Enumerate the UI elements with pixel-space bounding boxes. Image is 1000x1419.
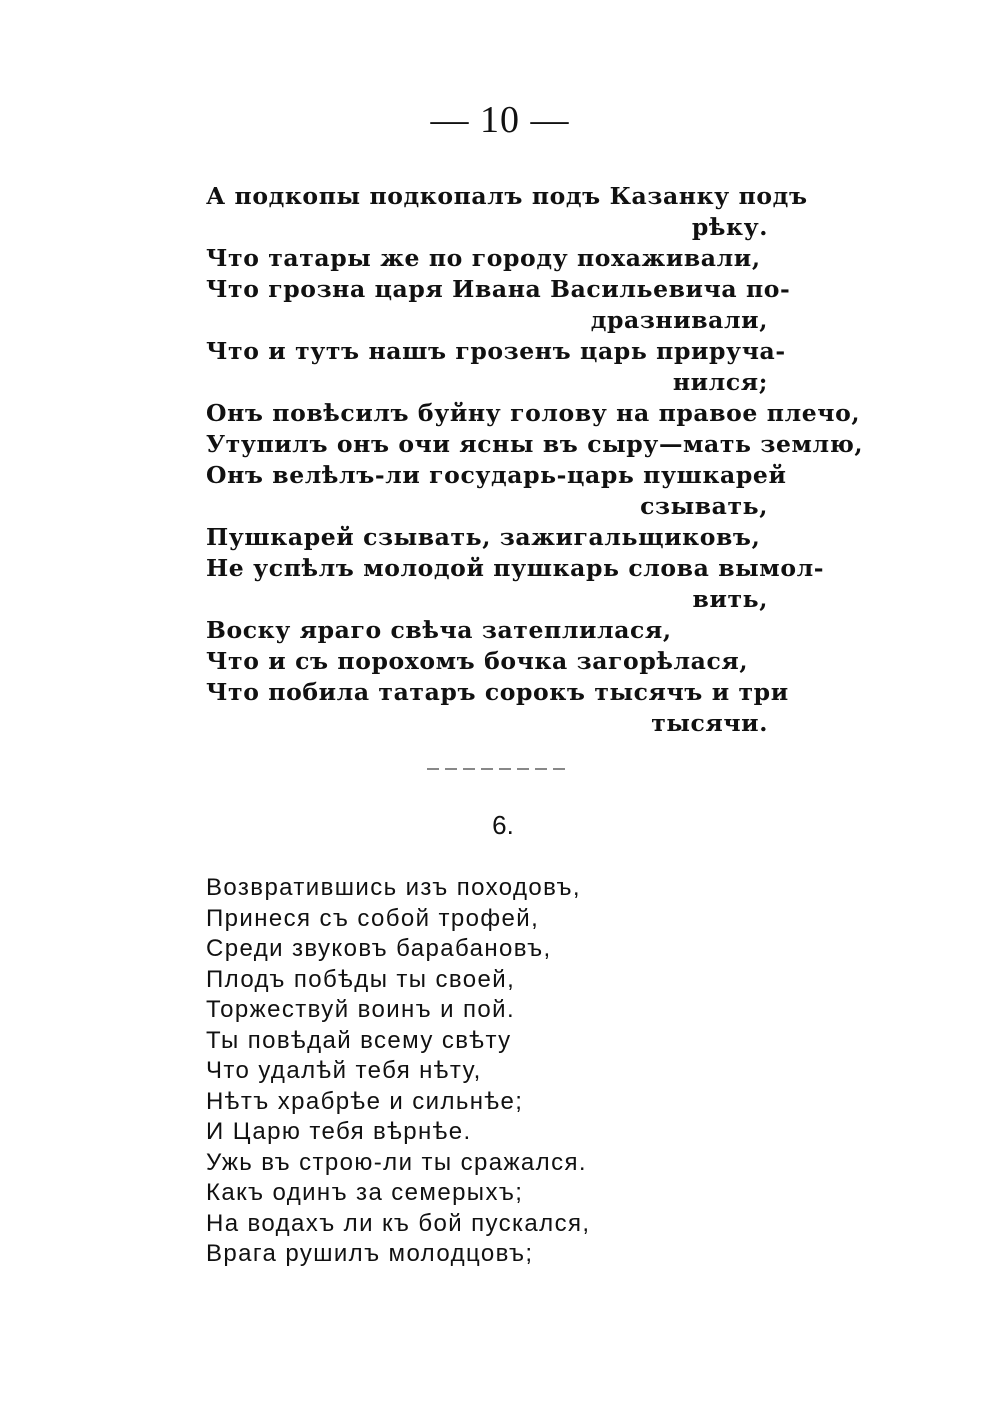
poem-line-continuation: рѣку. [691, 213, 768, 241]
poem-line-continuation: дразнивали, [590, 306, 768, 334]
poem-line [206, 553, 825, 615]
poem-line [206, 398, 861, 429]
poem-line-text: Что и съ порохомъ бочка загорѣлася, [206, 647, 749, 675]
page-number: — 10 — [430, 99, 570, 141]
poem-line: И Царю тебя вѣрнѣе. [206, 1118, 472, 1145]
poem-line [206, 429, 864, 460]
poem-line [206, 460, 806, 522]
poem-line: Принеся съ собой трофей, [206, 904, 540, 932]
poem-line [206, 646, 806, 677]
poem-line: Ужь въ строю-ли ты сражался. [206, 1148, 587, 1176]
poem-line-text: Воску яраго свѣча затеплилася, [206, 616, 672, 644]
poem-line: Ты повѣдай всему свѣту [206, 1026, 512, 1054]
poem-line-text: А подкопы подкопалъ подъ Казанку подъ [206, 182, 808, 210]
poem-line-text: Что и тутъ нашъ грозенъ царь прируча- [206, 337, 786, 365]
poem-line [206, 615, 806, 646]
poem-line-text: Онъ велѣлъ-ли государь-царь пушкарей [206, 461, 787, 489]
poem-line [206, 274, 806, 336]
section-number: 6. [492, 810, 514, 840]
poem-line: Что удалѣй тебя нѣту, [206, 1057, 482, 1084]
poem-line: На водахъ ли къ бой пускался, [206, 1209, 591, 1237]
poem-line [206, 677, 806, 739]
poem-line: Возвратившись изъ походовъ, [206, 874, 581, 901]
poem-line: Плодъ побѣды ты своей, [206, 965, 516, 993]
poem-stanza-2 [206, 873, 806, 1270]
poem-line-continuation: нился; [672, 368, 768, 396]
poem-line [206, 243, 806, 274]
poem-line-text: Пушкарей сзывать, зажигальщиковъ, [206, 523, 761, 551]
poem-stanza-1 [206, 181, 864, 739]
poem-line: Нѣтъ храбрѣе и сильнѣе; [206, 1087, 524, 1115]
poem-line-continuation: сзывать, [640, 492, 768, 520]
poem-line-text: Утупилъ онъ очи ясны въ сыру—мать землю, [206, 430, 864, 458]
poem-line-text: Что татары же по городу похаживали, [206, 244, 761, 272]
poem-line [206, 181, 806, 243]
poem-line [206, 336, 806, 398]
section-separator [427, 768, 567, 770]
poem-line [206, 522, 806, 553]
poem-line-continuation: тысячи. [651, 709, 768, 737]
poem-line: Какъ одинъ за семерыхъ; [206, 1179, 524, 1206]
poem-line-text: Что грозна царя Ивана Васильевича по- [206, 275, 791, 303]
poem-line: Торжествуй воинъ и пой. [206, 996, 516, 1023]
poem-line-text: Не успѣлъ молодой пушкарь слова вымол- [206, 554, 825, 582]
poem-line: Врага рушилъ молодцовъ; [206, 1240, 534, 1267]
poem-line: Среди звуковъ барабановъ, [206, 935, 552, 962]
poem-line-text: Онъ повѣсилъ буйну голову на правое плечо, [206, 399, 861, 427]
poem-line-text: Что побила татаръ сорокъ тысячъ и три [206, 678, 789, 706]
poem-line-continuation: вить, [692, 585, 768, 613]
